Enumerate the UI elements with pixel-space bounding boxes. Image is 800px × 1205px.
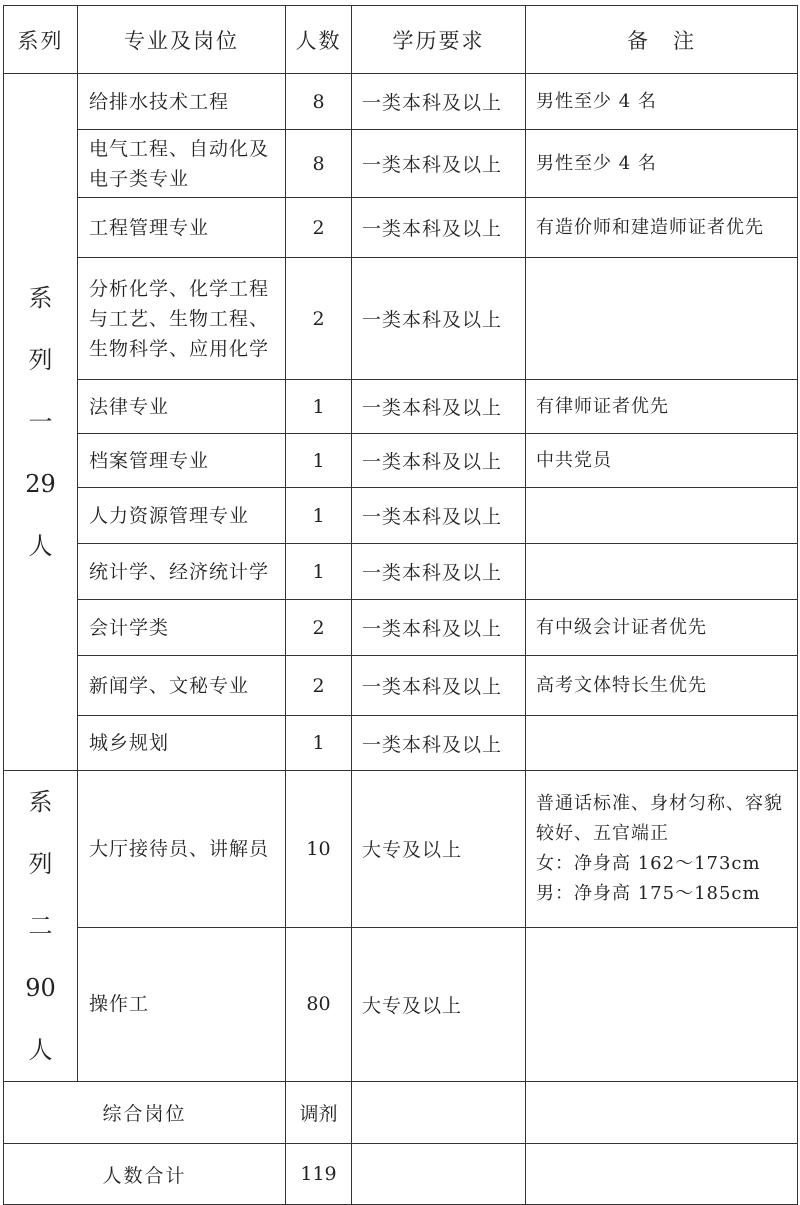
major-cell: 会计学类: [78, 600, 286, 656]
comprehensive-value: 调剂: [286, 1082, 352, 1144]
education-cell: 一类本科及以上: [352, 198, 526, 258]
count-cell: 2: [286, 600, 352, 656]
series1-char: 29: [25, 470, 56, 498]
table-row: [4, 927, 798, 1081]
note-cell: 有造价师和建造师证者优先: [526, 198, 798, 258]
header-count: 人数: [286, 6, 352, 74]
note-line: 普通话标准、身材匀称、容貌较好、五官端正: [536, 792, 783, 844]
major-cell: 新闻学、文秘专业: [78, 656, 286, 716]
count-cell: 10: [286, 771, 352, 928]
table-row: [4, 544, 798, 600]
major-cell: 大厅接待员、讲解员: [78, 771, 286, 928]
series1-char: 人: [28, 532, 53, 560]
note-cell: [526, 927, 798, 1081]
note-line: 女：净身高 162～173cm: [536, 852, 761, 874]
major-cell: 人力资源管理专业: [78, 488, 286, 544]
table-row: [4, 488, 798, 544]
note-line: 男：净身高 175～185cm: [536, 882, 761, 904]
major-cell: 给排水技术工程: [78, 74, 286, 130]
table-row: [4, 130, 798, 198]
count-cell: 1: [286, 434, 352, 488]
series2-char: 二: [28, 912, 53, 940]
education-cell: 一类本科及以上: [352, 656, 526, 716]
education-cell: 大专及以上: [352, 771, 526, 928]
note-cell: [526, 716, 798, 771]
education-cell: 一类本科及以上: [352, 434, 526, 488]
empty-cell: [352, 1144, 526, 1205]
header-series: 系列: [4, 6, 78, 74]
total-label: 人数合计: [4, 1144, 286, 1205]
series1-label: [4, 74, 78, 771]
series2-char: 90: [25, 974, 56, 1002]
count-cell: 2: [286, 198, 352, 258]
education-cell: 大专及以上: [352, 927, 526, 1081]
table-row: [4, 600, 798, 656]
education-cell: 一类本科及以上: [352, 74, 526, 130]
education-cell: 一类本科及以上: [352, 544, 526, 600]
count-cell: 1: [286, 544, 352, 600]
table-row: [4, 434, 798, 488]
series2-char: 系: [28, 788, 53, 816]
major-cell: 分析化学、化学工程与工艺、生物工程、生物科学、应用化学: [78, 258, 286, 380]
recruitment-table: [3, 5, 798, 1205]
education-cell: 一类本科及以上: [352, 258, 526, 380]
table-row: [4, 258, 798, 380]
series2-label: [4, 771, 78, 1082]
count-cell: 1: [286, 716, 352, 771]
major-cell: 统计学、经济统计学: [78, 544, 286, 600]
empty-cell: [526, 1144, 798, 1205]
table-row: [4, 656, 798, 716]
table-row: [4, 716, 798, 771]
header-education: 学历要求: [352, 6, 526, 74]
count-cell: 2: [286, 656, 352, 716]
note-cell: [526, 771, 798, 928]
note-cell: [526, 544, 798, 600]
note-cell: 中共党员: [526, 434, 798, 488]
header-major: 专业及岗位: [78, 6, 286, 74]
note-cell: 男性至少 4 名: [526, 130, 798, 198]
major-cell: 电气工程、自动化及电子类专业: [78, 130, 286, 198]
note-cell: [526, 258, 798, 380]
total-value: 119: [286, 1144, 352, 1205]
empty-cell: [352, 1082, 526, 1144]
count-cell: 80: [286, 927, 352, 1081]
note-cell: [526, 488, 798, 544]
count-cell: 8: [286, 74, 352, 130]
major-cell: 城乡规划: [78, 716, 286, 771]
series2-char: 列: [28, 850, 53, 878]
education-cell: 一类本科及以上: [352, 130, 526, 198]
count-cell: 8: [286, 130, 352, 198]
table-row: [4, 380, 798, 434]
major-cell: 操作工: [78, 927, 286, 1081]
count-cell: 1: [286, 380, 352, 434]
series1-char: 一: [28, 408, 53, 436]
major-cell: 档案管理专业: [78, 434, 286, 488]
table-row: [4, 1144, 798, 1205]
table-row: [4, 74, 798, 130]
table-row: [4, 198, 798, 258]
header-row: [4, 6, 798, 74]
table-row: [4, 771, 798, 928]
education-cell: 一类本科及以上: [352, 488, 526, 544]
major-cell: 法律专业: [78, 380, 286, 434]
series2-char: 人: [28, 1036, 53, 1064]
count-cell: 2: [286, 258, 352, 380]
comprehensive-label: 综合岗位: [4, 1082, 286, 1144]
header-note: 备 注: [526, 6, 798, 74]
note-cell: 有中级会计证者优先: [526, 600, 798, 656]
note-cell: 有律师证者优先: [526, 380, 798, 434]
education-cell: 一类本科及以上: [352, 716, 526, 771]
table-row: [4, 1082, 798, 1144]
note-cell: 男性至少 4 名: [526, 74, 798, 130]
education-cell: 一类本科及以上: [352, 380, 526, 434]
note-cell: 高考文体特长生优先: [526, 656, 798, 716]
series1-char: 列: [28, 346, 53, 374]
series1-char: 系: [28, 284, 53, 312]
education-cell: 一类本科及以上: [352, 600, 526, 656]
empty-cell: [526, 1082, 798, 1144]
major-cell: 工程管理专业: [78, 198, 286, 258]
count-cell: 1: [286, 488, 352, 544]
